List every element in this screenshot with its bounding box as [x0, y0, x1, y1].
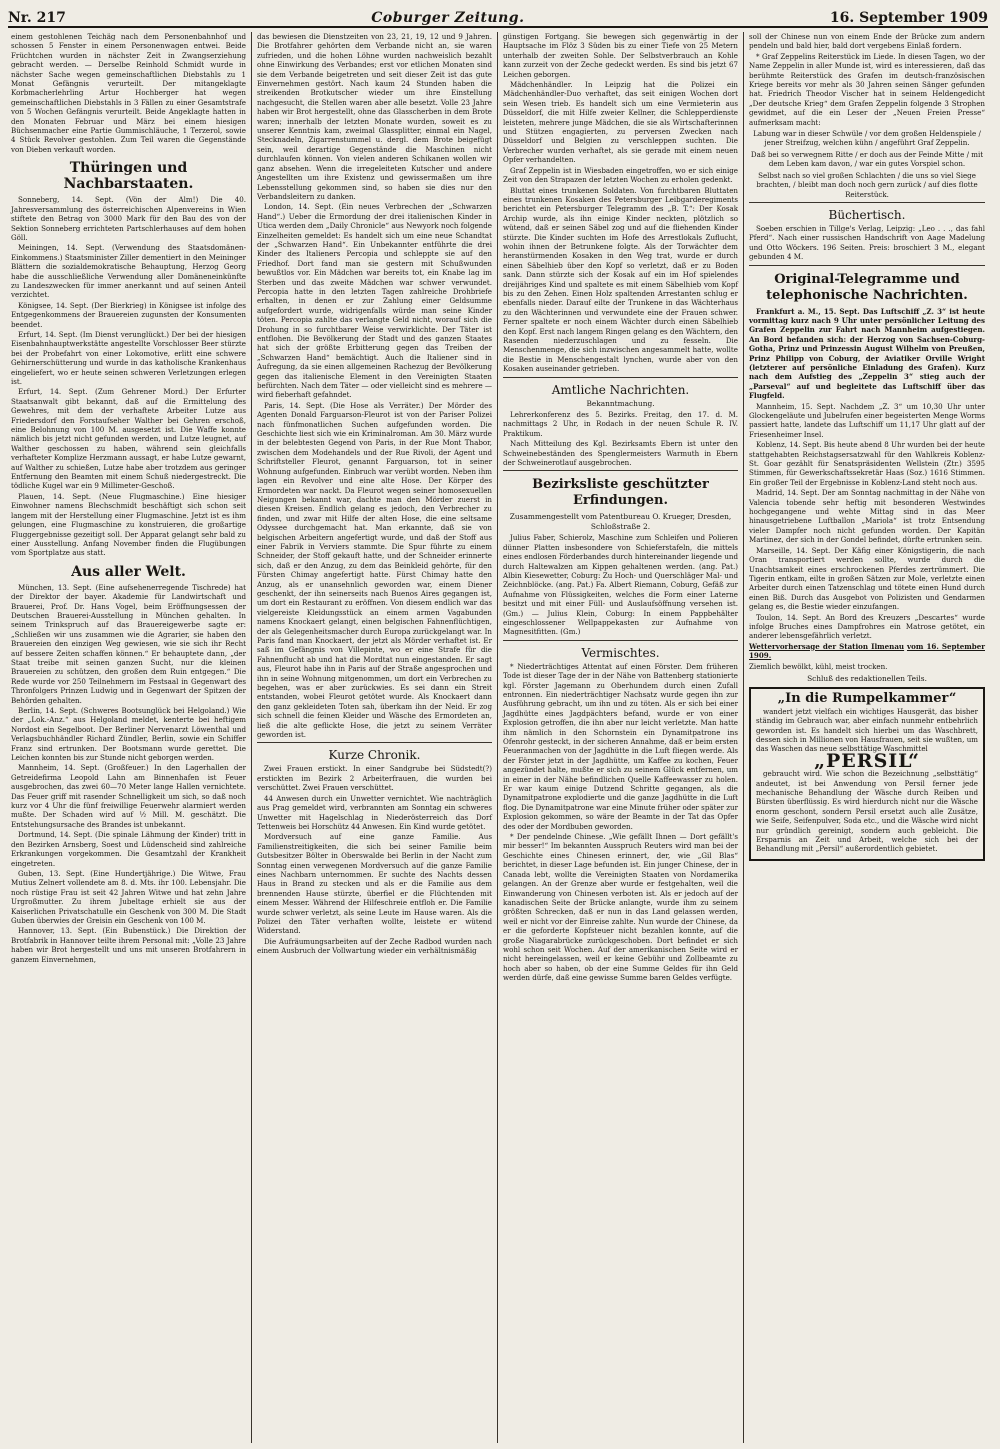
weather-date: vom 16. September 1909. — [749, 641, 985, 661]
section-heading: Amtliche Nachrichten. — [551, 382, 690, 397]
article-text: Meiningen, 14. Sept. (Verwendung des Staatsdomänen-Einkommens.) Staatsminister Ziller dementiert in den Meininger Blättern die sozialdemokratische Behauptung, Herzog Georg habe die ausschließliche Verwendung aller Domäneneinkünfte zu Landeszwecken für immer anerkannt und auf seinen Anteil verzichtet. — [11, 243, 246, 300]
article-text: Erfurt, 14. Sept. (Im Dienst verunglückt.) Der bei der hiesigen Eisenbahnhauptwerkstätte angestellte Vorschlosser Beer stürzte bei der Probefahrt von einer Lokomotive, erlitt eine schwere Gehirnerschütterung und wurde in das katholische Krankenhaus eingeliefert, wo er heute seinen schweren Verletzungen erlegen ist. — [11, 329, 246, 386]
article-text: Dortmund, 14. Sept. (Die spinale Lähmung der Kinder) tritt in den Bezirken Arnsberg, Soest und Lüdenscheid sind zahlreiche Erkrankungen vorgekommen. Die Gesamtzahl der Krankheit eingetreten. — [11, 830, 246, 868]
article-text: Königsee, 14. Sept. (Der Bierkrieg) in Königsee ist infolge des Entgegenkommens der Brauereien zugunsten der Konsumenten beendet. — [11, 300, 246, 329]
article-text: Sonneberg, 14. Sept. (Vön der Alm!) Die 40. Jahresversammlung des österreichischen Alpenvereins in Wien stiftete den Betrag von 3000 Mark für den Bau des von der Sektion Sonneberg errichteten Partschlerhauses auf dem hohen Göll. — [11, 195, 246, 242]
article-text: Plauen, 14. Sept. (Neue Flugmaschine.) Eine hiesiger Einwohner namens Blechschmidt beschäftigt sich schon seit langem mit der Herstellung einer Flugmaschine. Jetzt ist es ihm gelungen, eine Flugmaschine zu konstruieren, die großartige Fluggergebnisse gezeitigt soll. Der Apparat gelangt sehr bald zu einer Ausstellung. Anfang November finden die Flugübungen vom Sportplatze aus statt. — [11, 491, 246, 558]
section-heading: Büchertisch. — [828, 207, 906, 222]
column-1 — [6, 32, 252, 1443]
article-text: Nach Mitteilung des Kgl. Bezirksamts Ebern ist unter den Schweinebeständen des Spenglermeisters Warmuth in Ebern der Schweinerotlauf ausgebrochen. — [503, 439, 738, 468]
article-text: Koblenz, 14. Sept. Bis heute abend 8 Uhr wurden bei der heute stattgehabten Reichstagsersatzwahl für den Wahlkreis Koblenz-St. Goar gezählt für Senatspräsidenten Wellstein (Ztr.) 3595 Stimmen, für Gewerkschaftssekretär Haas (Soz.) 1616 Stimmen. Ein großer Teil der Ergebnisse in Koblenz-Land steht noch aus. — [749, 440, 985, 487]
divider — [749, 202, 985, 203]
issue-date: 16. September 1909 — [829, 10, 988, 26]
article-text: Soeben erschien in Tillge's Verlag, Leipzig: „Leo . . ., das fahl Pferd“. Nach einer russischen Handschrift von Aage Madelung und Otto Wöckers. 196 Seiten. Preis: broschiert 3 M., elegant gebunden 4 M. — [749, 223, 985, 262]
divider — [503, 377, 738, 378]
subheading: Zusammengestellt vom Patentbureau O. Krueger, Dresden, Schloßstraße 2. — [509, 512, 732, 531]
article-text: Lehrerkonferenz des 5. Bezirks. Freitag, den 17. d. M. nachmittags 2 Uhr, in Rodach in der neuen Schule R. IV. Praktikum. — [503, 410, 738, 438]
article-text: Berlin, 14. Sept. (Schweres Bootsunglück bei Helgoland.) Wie der „Lok.-Anz.“ aus Helgoland meldet, kenterte bei heftigem Nordost ein Segelboot. Der Berliner Nervenarzt Löwenthal und Verlagsbuchhändler Richard Zündler, Berlin, sowie ein Schiffer Franz sind ertrunken. Der Bootsmann wurde gerettet. Die Leichen konnten bis zur Stunde nicht geborgen werden. — [11, 706, 246, 763]
section-heading: Bezirksliste geschützter Erfindungen. — [532, 477, 709, 509]
article-text: Erfurt, 14. Sept. (Zum Gehrener Mord.) Der Erfurter Staatsanwalt gibt bekannt, daß auf die Ermittelung des Gewehres, mit dem der verhaftete Arbeiter Lutze aus Friedersdorf den Forstaufseher Walther bei Gehren erschoß, eine Belohnung von 100 M. ausgesetzt ist. Die Waffe konnte nämlich bis jetzt nicht gefunden werden, und Lutze leugnet, auf Walther geschossen zu haben, während sein gleichfalls verhafteter Komplize Herzmann aussagt, er habe Lutze gewarnt, auf Walther zu schießen, Lutze habe aber trotzdem aus geringer Entfernung den Beamten mit einem Schuß niedergestreckt. Die tödliche Kugel war ein 9 Millimeter-Geschoß. — [11, 387, 246, 491]
article-text: Mannheim, 14. Sept. (Großfeuer.) In den Lagerhallen der Getreidefirma Leopold Lahn am Binnenhafen ist Feuer ausgebrochen, das zwei 60—70 Meter lange Hallen vernichtete. Das Feuer griff mit rasender Schnelligkeit um sich, so daß noch kurz vor 4 Uhr die fünf freiwillige Feuerwehr alarmiert werden mußte. Der Schaden wird auf ½ Mill. M. geschätzt. Die Entstehungsursache des Brandes ist unbekannt. — [11, 763, 246, 829]
divider — [503, 470, 738, 471]
article-text: Julius Faber, Schierolz, Maschine zum Schleifen und Polieren dünner Platten insbesondere von Schieferstafeln, die mittels eines endlosen Förderbandes durch hintereinander liegende und durch Haltewalzen am Kippen gehaltenen werden. (ang. Pat.) Albin Kiesewetter, Coburg: Zu Hoch- und Querschläger Mal- und Zeichnblöcke. (ang. Pat.) Fa. Albert Riemann, Coburg, Gefäß zur Aufnahme von Flüssigkeiten, welches die Form einer Laterne besitzt und mit einer Füll- und Auslaufsöffnung versehen ist. (Gm.) — Julius Klein, Coburg: In einem Pappbehälter eingeschlossener Wellpappekasten zur Aufnahme von Magnesitfitten. (Gm.) — [503, 533, 738, 637]
weather-forecast — [749, 642, 985, 661]
article-text: einem gestohlenen Teichäg nach dem Personenbahnhof und schossen 5 Fenster in einem Personenwagen entwei. Beide Früchtchen wurden in nächster Zeit in Zwangserziehung gebracht werden. — Derselbe Reinhold Schmidt wurde in nächster Sache wegen gemeinschaftlichen Diebstahls zu 1 Monat Gefängnis verurteilt. Der mitangeklagte Korbmacherlehrling Artur Hochberger hat wegen gemeinschaftlichen Diebstahls in 3 Fällen zu einer Gesamtstrafe von 5 Wochen Gefängnis verurteilt. Beide Angeklagte hatten in den Monaten Februar und März bei einem hiesigen Büchsenmacher eine Partie Gummischläuche, 1 Terzerol, sowie 4 Stück Revolver gestohlen. Zum Teil waren die Gegenstände von Dieben verkauft worden. — [11, 32, 246, 154]
article-text: Die Aufräumungsarbeiten auf der Zeche Radbod wurden nach einem Ausbruch der Vollwartung wieder ein verhältnismäßig — [257, 936, 492, 956]
column-3 — [498, 32, 744, 1443]
divider — [503, 640, 738, 641]
article-text: Graf Zeppelin ist in Wiesbaden eingetroffen, wo er sich einige Zeit von den Strapazen der letzten Wochen zu erholen gedenkt. — [503, 165, 738, 185]
article-text: Mordversuch auf eine ganze Familie. Aus Familienstreitigkeiten, die sich bei seiner Familie beim Gutsbesitzer Bölter in Oberswalde bei Berlin in der Nacht zum Sonntag einen verwegenen Mordversuch auf die ganze Familie eines Nachbarn unternommen. Er suchte des Nachts dessen Haus in Brand zu stecken und als er die Familie aus dem brennenden Hause stürzte, überfiel er die Flüchtenden mit einem Messer. Während der Hilfeschreie entfloh er. Die Familie wurde schwer verletzt, als seine Leute im Hause waren. Als die Polizei den Täter verhaften wollte, leistete er wütend Widerstand. — [257, 832, 492, 936]
poem-stanza: Selbst nach so viel großen Schlachten / die uns so viel Siege brachten, / bleibt man doch noch gern zurück / auf dies flotte Reiterstück. — [756, 170, 978, 199]
article-text: Frankfurt a. M., 15. Sept. Das Luftschiff „Z. 3“ ist heute vormittag kurz nach 9 Uhr unter persönlicher Leitung des Grafen Zeppelin zur Fahrt nach Mannheim aufgestiegen. An Bord befanden sich: der Herzog von Sachsen-Coburg-Gotha, Prinz und Prinzessin August Wilhelm von Preußen, Prinz Philipp von Coburg, der Aviatiker Orville Wright (letzterer auf persönliche Einladung des Grafen). Kurz nach dem Aufstieg des „Zeppelin 3“ stieg auch der „Parseval“ auf und begleitete das Luftschiff über das Flugfeld. — [749, 306, 985, 401]
column-4 — [744, 32, 990, 1443]
section-heading: Original-Telegramme und telephonische Nachrichten. — [766, 271, 968, 303]
subheading: Bekanntmachung. — [586, 398, 655, 408]
article-text: * Niederträchtiges Attentat auf einen Förster. Dem früheren Tode ist dieser Tage der in der Nähe von Battenberg stationierte kgl. Förster Jagemann zu Oberhundem durch einen Zufall entronnen. Ein niederträchtiger Nachsatz wurde gegen ihn zur Ausführung gebracht, um ihn und zu töten. Als er sich bei einer Jagdhütte eines Jagdpächters befand, wurde er von einer Explosion getroffen, die ihn aber nur leicht verletzte. Man hatte ihm nämlich in den Schornstein ein Dynamitpatrone ins Ofenrohr gesteckt, in der sicheren Annahme, daß er beim ersten Feueranmachen von der Jagdhütte in die Luft fliegen werde. Als der Förster jetzt in der Jagdhütte, um Kaffee zu kochen, Feuer angezündet halte, mußte er sich zu seinem Glück entfernen, um in einer in der Nähe befindlichen Quelle Kaffeewasser zu holen. Er war kaum einige Dutzend Schritte gegangen, als die Dynamitpatrone explodierte und die ganze Jagdhütte in die Luft flog. Die Dynamitpatrone war eine Minute früher oder später zur Explosion gekommen, so wäre der Beamte in der Tat das Opfer des oder der Mordbuben geworden. — [503, 661, 738, 831]
masthead — [8, 4, 988, 28]
article-text: Paris, 14. Sept. (Die Hose als Verräter.) Der Mörder des Agenten Donald Farguarson-Fleurot ist von der Pariser Polizei nach fünfmonatlichen Suchen aufgefunden worden. Die Geschichte liest sich wie ein Kriminalroman. Am 30. März wurde in der belebtesten Gegend von Paris, in der Rue Mont Thabor, zwischen dem Modehandels und der Rue Rivoli, der Agent und Schriftsteller Fleurot, genannt Farguarson, tot in seiner Wohnung aufgefunden. Einbruch war verübt worden. Neben ihm lagen ein Revolver und eine alte Hose. Der Körper des Ermordeten war nackt. Da Fleurot wegen seiner homosexuellen Neigungen bekannt war, dachte man den Mörder zuerst in diesen Kreisen. Endlich gelang es jedoch, den Verbrecher zu finden, und zwar mit Hilfe der alten Hose, die eine seltsame Odyssee durchgemacht hat. Man erkannte, daß sie von belgischen Arbeitern angefertigt wurde, und daß der Stoff aus einer Fabrik in Verviers stammte. Die Spur führte zu einem Schneider, der Stoff gekauft hatte, und der Schneider erinnerte sich, daß er den Anzug, zu dem das Beinkleid gehörte, für den Fürsten Chimay angefertigt hatte. Fürst Chimay hatte den Anzug, als er unansehnlich geworden war, einem Diener geschenkt, der ihn seinerseits nach Buenos Aires gegangen ist, um dort ein Restaurant zu eröffnen. Von diesem endlich war das vielgereiste Kleidungsstück an einem armen Vagabunden namens Knockaert gelangt, einen belgischen Fahnenflüchtigen, der als Gelegenheitsmacher durch Europa zurückgelangt war. In Paris fand man Knockaert, der jetzt als Mörder verhaftet ist. Er saß im Gefängnis von Villepinte, wo er eine Strafe für die Fahnenflucht ab und hat die Mordtat nun eingestanden. Er sagt aus, Fleurot habe ihn in Paris auf der Straße angesprochen und ihn in seine Wohnung mitgenommen, um dort ein Verbrechen zu begehen, was er aber zurückwies. Es sei dann ein Streit entstanden, wobei Fleurot getötet wurde. Als Knockaert dann den ganz gekleideten Toten sah, überkam ihn der Neid. Er zog sich schnell die feinen Kleider und Wäsche des Ermordeten an, ließ die alte geflickte Hose, die jetzt zu seinem Verräter geworden ist. — [257, 400, 492, 740]
ad-title: „In die Rumpelkammer“ — [777, 691, 957, 707]
article-text: Mädchenhändler. In Leipzig hat die Polizei ein Mädchenhändler-Duo verhaftet, das seit einigen Wochen dort sein Wesen trieb. Es handelt sich um eine Vermieterin aus Düsseldorf, die mit Hilfe zweier Kellner, die Schlepperdienste leisteten, mehrere junge Mädchen, die sie als Wirtschafterinnen und Stützen engagierten, zu perversen Zwecken nach Düsseldorf und Belgien zu verschleppen suchten. Die Verbrecher wurden verhaftet, als sie gerade mit einem neuen Opfer verhandelten. — [503, 80, 738, 165]
divider — [749, 265, 985, 266]
issue-number: Nr. 217 — [8, 10, 66, 26]
section-heading: Vermischtes. — [581, 645, 660, 660]
column-2 — [252, 32, 498, 1443]
article-text: Toulon, 14. Sept. An Bord des Kreuzers „Descartes“ wurde infolge Bruches eines Dampfrohres ein Matrose getötet, ein anderer lebensgefährlich verletzt. — [749, 612, 985, 641]
ad-text: gebraucht wird. Wie schon die Bezeichnung „selbsttätig“ andeutet, ist bei Anwendung von Persil ferner jede mechanische Behandlung der Wäsche durch Reiben und Bürsten überflüssig. Es wird hierdurch nicht nur die Wäsche enorm geschont, sondern Persil ersetzt auch alle Zusätze, wie Seife, Seifenpulver, Soda etc., und die Wäsche wird nicht nur gründlich gereinigt, sondern auch gebleicht. Die Ersparnis an Zeit und Arbeit, welche sich bei der Behandlung mit „Persil“ außerordentlich gebietet. — [756, 769, 978, 854]
ad-text: wandert jetzt vielfach ein wichtiges Hausgerät, das bisher ständig im Gebrauch war, aber einfach nunmehr entbehrlich geworden ist. Es handelt sich hierbei um das Waschbrett, dessen sich in Millionen von Hausfrauen, seit sie wußten, um das Waschen das neue selbsttätige Waschmittel — [756, 706, 978, 754]
article-text: * Der pendelnde Chinese. „Wie gefällt Ihnen — Dort gefällt's mir besser!“ Im bekannten Ausspruch Reuters wird man bei der Geschichte eines Chinesen erinnert, der, wie „Gil Blas“ berichtet, in dieser Lage befunden ist. Ein junger Chinese, der in Canada lebt, wollte die Vereinigten Staaten von Nordamerika gelangen. An der Grenze aber wurde er festgehalten, weil die Einwanderung von Chinesen verboten ist. Als er jedoch auf der kanadischen Seite der Brücke anlangte, wurde ihm zu seinem größten Schrecken, daß er nun in das Land gelassen werden, weil er nicht vor der Einreise zahlte. Nun wurde der Chinese, da er die geforderte Kopfsteuer nicht bezahlen konnte, auf die große Niagarabrücke zurückgeschoben. Dort befindet er sich wohl schon seit Wochen. Auf der amerikanischen Seite wird er nicht hereingelassen, weil er keine Gebühr und Zollbeamte zu hoch aber so haben, ob der eine Summe Geldes für ihn Geld werden dürfe, daß eine gewisse Summe baren Geldes verfügte. — [503, 832, 738, 983]
columns — [6, 32, 990, 1443]
article-text: das bewiesen die Dienstzeiten von 23, 21, 19, 12 und 9 Jahren. Die Brotfahrer gehörten dem Verbande nicht an, sie waren zufrieden, und die hohen Löhne wurden nachweislich bezahlt ohne Einwirkung des Verbandes; erst vor etlichen Monaten sind sie dem Verbande beigetreten und seit dieser Zeit ist das gute Einvernehmen gestört. Nach kaum 24 Stunden haben die streikenden Brotkutscher wieder um ihre Einstellung nachgesucht, die Stellen waren aber alle besetzt. Volle 23 Jahre haben wir Brot hergestellt, ohne das Glasscherben in dem Brote waren; innerhalb der letzten Monate wurden, soweit es zu unserer Kenntnis kam, zweimal Glassplitter, einmal ein Nagel, Stecknadeln, Zigarrenstummel u. dergl. dem Brote beigefügt sein, weil derartige Gegenstände die Maschinen nicht durchlaufen können. Von vielen anderen Schikanen wollen wir ganz absehen. Wenn die irregeleiteten Kutscher und andere Angestellten um ihre Existenz und gewissermaßen um ihre Lebensstellung gekommen sind, so haben sie dies nur den Verbandsleitern zu danken. — [257, 32, 492, 201]
section-heading: Thüringen und Nachbarstaaten. — [63, 160, 194, 193]
article-text: Zwei Frauen erstickt. In einer Sandgrube bei Südstedt(?) erstickten im Bezirk 2 Arbeiterfrauen, die wurden bei verschüttet. Zwei Frauen verschüttet. — [257, 764, 492, 793]
article-text: soll der Chinese nun von einem Ende der Brücke zum andern pendeln und bald hier, bald dort vergebens Einlaß fordern. — [749, 32, 985, 51]
article-text: Bluttat eines trunkenen Soldaten. Von furchtbaren Bluttaten eines trunkenen Kosaken des Petersburger Leibgarderegiments berichtet ein Petersburger Telegramm des „B. T.“: Der Kosak Archip wurde, als ihn einige Kinder neckten, plötzlich so wütend, daß er seinen Säbel zog und auf die fliehenden Kinder stürzte. Die Kinder suchten im Hofe des Arrestlokals Zuflucht, wohin ihnen der Betrunkene folgte. Als der Torwächter dem heranstürmenden Kosaken in den Weg trat, wurde er durch einen Säbelhieb über den Kopf so verletzt, daß er zu Boden sank. Dann stürzte sich der Kosak auf ein im Hof spielendes dreijähriges Kind und spaltete es mit einem Säbelhieb vom Kopf bis zu den Zehen. Einen Holz spaltenden Arrestanten schlug er ebenfalls nieder. Darauf eilte der Trunkene in das Wächterhaus zu den Wächterinnen und verwundete eine der Frauen schwer. Ferner spaltete er noch einem Wächter durch einen Säbelhieb den Kopf. Erst nach langem Ringen gelang es den Wächtern, den Rasenden niederzuschlagen und zu fesseln. Die Menschenmenge, die sich inzwischen angesammelt hatte, wollte die Bestie in Menschengestalt lynchen, wurde aber von den Kosaken auseinander getrieben. — [503, 185, 738, 374]
article-text: 44 Anwesen durch ein Unwetter vernichtet. Wie nachträglich aus Prag gemeldet wird, verbrannten am Sonntag ein schweres Unwetter mit Hagelschlag in Niederösterreich das Dorf Tettenweis bei Horschütz 44 Anwesen. Ein Kind wurde getötet. — [257, 793, 492, 831]
persil-advertisement — [749, 687, 985, 861]
article-text: * Graf Zeppelins Reiterstück im Liede. In diesen Tagen, wo der Name Zeppelin in aller Munde ist, wird es interessieren, daß das berühmte Reiterstück des Grafen im deutsch-französischen Kriege bereits vor mehr als 30 Jahren seinen Sänger gefunden hat. Friedrich Theodor Vischer hat in seinem Heldengedicht „Der deutsche Krieg“ dem Grafen Zeppelin folgende 3 Strophen gewidmet, auf die ein Leser der „Neuen Freien Presse“ aufmerksam macht: — [749, 51, 985, 127]
section-heading: Aus aller Welt. — [71, 563, 186, 580]
article-text: München, 13. Sept. (Eine aufsehenerregende Tischrede) hat der Direktor der bayer. Akademie für Landwirtschaft und Brauerei, Prof. Dr. Hans Vogel, beim Eröffnungsessen der Deutschen Brauerei-Ausstellung in München gehalten. In seinem Trinkspruch auf das Brauereigewerbe sagte er: „Schließen wir uns zusammen wie die Agrarier, sie haben den Brauereien den einzigen Weg gewiesen, wie sie sich ihr Recht auf bessere Zeiten schaffen können.“ Er behauptete dann, „der Staat treibe mit seinen ganzen Sucht, nur die kleinen Brauereien zu schützen, den großen dem Ruin entgegen.“ Die Rede wurde vor 250 Teilnehmern im Festsaal in Gegenwart des Thronfolgers Prinzen Ludwig und in Gegenwart der Spitzen der Behörden gehalten. — [11, 582, 246, 705]
weather-title: Wettervorhersage der Station Ilmenau — [749, 641, 905, 651]
weather-text: Ziemlich bewölkt, kühl, meist trocken. — [749, 661, 888, 671]
article-text: Marseille, 14. Sept. Der Käfig einer Königstigerin, die nach Oran transportiert werden sollte, wurde durch die Unachtsamkeit eines erschrockenen Pferdes zertrümmert. Die Tigerin entkam, eilte in großen Sätzen zur Mole, verletzte einen Arbeiter durch einen Tatzenschlag und tötete einen Hund durch einen Biß. Durch das Ausgebot von Polizisten und Gendarmen gelang es, die Bestie wieder einzufangen. — [749, 545, 985, 612]
newspaper-title: Coburger Zeitung. — [371, 10, 525, 26]
section-heading: Kurze Chronik. — [328, 748, 421, 763]
ad-brand: „PERSIL“ — [814, 749, 920, 772]
editorial-end-note: Schluß des redaktionellen Teils. — [807, 673, 927, 683]
article-text: Madrid, 14. Sept. Der am Sonntag nachmittag in der Nähe von Valencia tobende sehr heftig mit besonderen Westwindes hochgegangene und wehte Mittag sind in das Meer hinausgetriebene Luftballon „Mariola“ ist trotz Entsendung vieler Dampfer noch nicht gefunden worden. Der Kapitän Martinez, der sich in der Gondel befindet, dürfte ertrunken sein. — [749, 488, 985, 545]
article-text: London, 14. Sept. (Ein neues Verbrechen der „Schwarzen Hand“.) Ueber die Ermordung der drei italienischen Kinder in Utica werden dem „Daily Chronicle“ aus Newyork noch folgende Einzelheiten gemeldet: Es handelt sich um eine neue Schandtat der „Schwarzen Hand“. Ein Unbekannter entführte die drei Kinder des Italieners Percopia und schleppte sie auf den Friedhof. Dort fand man sie gestern mit Schußwunden bewußtlos vor. Ein Mädchen war bereits tot, ein Knabe lag im Sterben und das zweite Mädchen war schwer verwundet. Percopia hatte in den letzten Tagen zahlreiche Drohbriefe erhalten, in denen er zur Zahlung einer Geldsumme aufgefordert wurde, widrigenfalls würde man seine Kinder töten. Percopia zahlte das verlangte Geld nicht, worauf sich die Drohung in so furchtbarer Weise verwirklichte. Der Täter ist entflohen. Die Bevölkerung der Stadt und des ganzen Staates hat sich der größte Erbitterung gegen das Treiben der „Schwarzen Hand“ bemächtigt. Auch die Italiener sind in Aufregung, da sie einen allgemeinen Rachezug der Bevölkerung gegen das italienische Element in den Vereinigten Staaten befürchten. Nach dem Täter — oder vielleicht sind es mehrere — wird fieberhaft gefahndet. — [257, 202, 492, 400]
divider — [257, 742, 492, 743]
poem-stanza: Daß bei so verwegnem Ritte / er doch aus der Feinde Mitte / mit dem Leben kam davon, / war ein gutes Vorspiel schon. — [750, 149, 984, 169]
article-text: Mannheim, 15. Sept. Nachdem „Z. 3“ um 10,30 Uhr unter Glockengeläute und Jubelrufen einer begeisterten Menge Worms passiert hatte, landete das Luftschiff um 11,17 Uhr glatt auf der Friesenheimer Insel. — [749, 401, 985, 439]
article-text: Hannover, 13. Sept. (Ein Bubenstück.) Die Direktion der Brotfabrik in Hannover teilte ihrem Personal mit: „Volle 23 Jahre haben wir Brot hergestellt und uns mit unseren Brotfahrern in ganzem Einvernehmen, — [11, 926, 246, 964]
article-text: Guben, 13. Sept. (Eine Hundertjährige.) Die Witwe, Frau Mutius Zelnert vollendete am 8. d. Mts. ihr 100. Lebensjahr. Die noch rüstige Frau ist seit 42 Jahren Witwe und hat zehn Jahre Urgroßmutter. Zu ihrem Jubeltage erhielt sie aus der Kaiserlichen Privatschatulle ein Geschenk von 300 M. Die Stadt Guben überwies der Greisin ein Geschenk von 100 M. — [11, 868, 246, 925]
article-text: günstigen Fortgang. Sie bewegen sich gegenwärtig in der Hauptsache im Flöz 3 Süden bis zu einer Tiefe von 25 Metern unterhalb der zweiten Sohle. Der Selbstverbrauch an Kohle kann zurzeit von der Zeche gedeckt werden. Es sind bis jetzt 67 Leichen geborgen. — [503, 32, 738, 79]
poem-stanza: Labung war in dieser Schwüle / vor dem großen Heldenspiele / jener Streifzug, welchen kühn / angeführt Graf Zeppelin. — [753, 129, 981, 148]
